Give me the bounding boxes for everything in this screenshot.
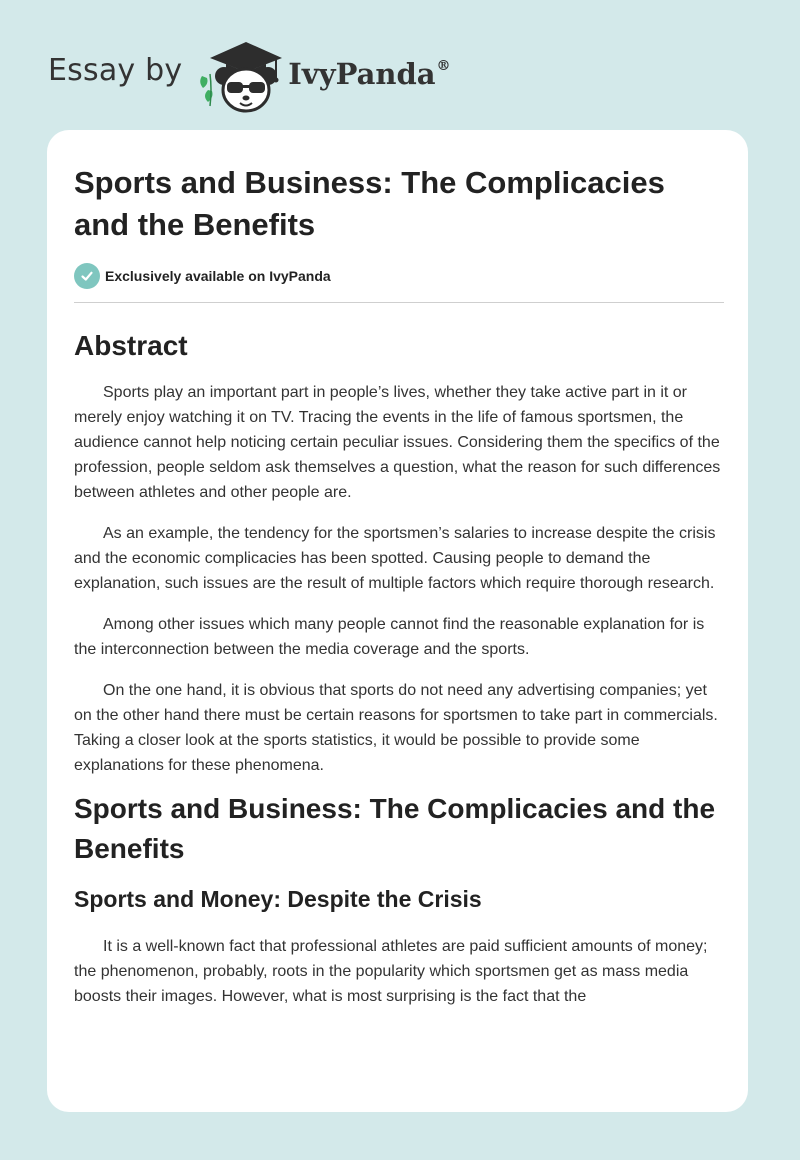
subsection-body bbox=[74, 934, 724, 1009]
essay-by-label: Essay by bbox=[48, 52, 183, 88]
brand-name bbox=[288, 57, 450, 91]
essay-title: Sports and Business: The Complicacies and the Benefits bbox=[74, 165, 665, 242]
brand-name-text: IvyPanda bbox=[288, 57, 436, 91]
panda-logo-icon bbox=[198, 34, 284, 114]
registered-mark: ® bbox=[436, 58, 451, 74]
essay-card bbox=[47, 130, 748, 1112]
subsection-paragraph: It is a well-known fact that professional athletes are paid sufficient amounts of money; the phenomenon, probably, roots in the popularity which sportsmen get as mass media boosts their images. However, what is most surprising is the fact that the bbox=[74, 938, 708, 1005]
exclusive-label: Exclusively available on IvyPanda bbox=[105, 268, 331, 284]
abstract-body bbox=[74, 380, 724, 778]
abstract-paragraph: Among other issues which many people cannot find the reasonable explanation for is the interconnection between the media coverage and the sports. bbox=[74, 616, 705, 658]
abstract-paragraph: As an example, the tendency for the sportsmen’s salaries to increase despite the crisis and the economic complicacies has been spotted. Causing people to demand the explanation, such issues are the result of multiple factors which require thorough research. bbox=[74, 525, 716, 592]
title-divider bbox=[74, 302, 724, 303]
brand-header bbox=[48, 34, 451, 114]
abstract-paragraph: Sports play an important part in people’s lives, whether they take active part in it or merely enjoy watching it on TV. Tracing the events in the life of famous sportsmen, the audience cannot help noticing certain peculiar issues. Considering them the specifics of the profession, people seldom ask themselves a question, what the reason for such differences between athletes and other people are. bbox=[74, 384, 721, 501]
exclusive-notice bbox=[74, 262, 724, 290]
section-heading: Sports and Business: The Complicacies and the Benefits bbox=[74, 793, 716, 864]
essay-content bbox=[74, 162, 724, 1009]
abstract-heading: Abstract bbox=[74, 330, 188, 361]
abstract-paragraph: On the one hand, it is obvious that sports do not need any advertising companies; yet on the other hand there must be certain reasons for sportsmen to take part in commercials. Taking a closer look at the sports statistics, it would be possible to provide some explanations for these phenomena. bbox=[74, 682, 718, 774]
subsection-heading: Sports and Money: Despite the Crisis bbox=[74, 886, 482, 912]
check-badge-icon bbox=[74, 263, 100, 289]
